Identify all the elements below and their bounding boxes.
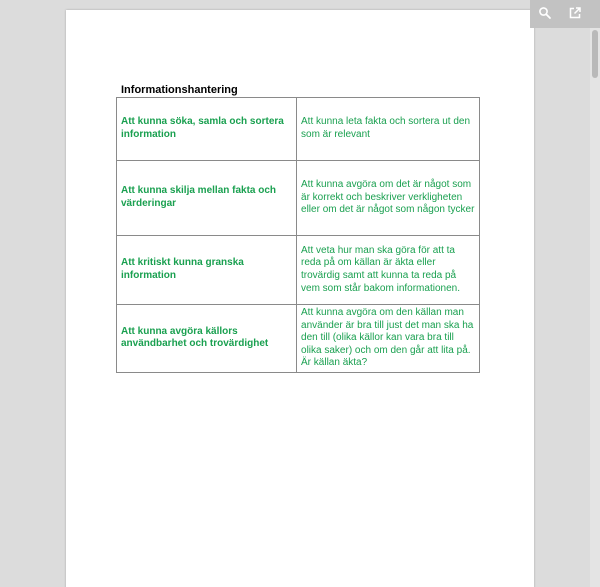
magnifier-icon [538,6,552,20]
description-cell: Att kunna avgöra om det är något som är korrekt och beskriver verkligheten eller om det är något som någon tycker [297,161,480,236]
description-cell: Att veta hur man ska göra för att ta reda på om källan är äkta eller trovärdig samt att kunna ta reda på vem som står bakom informationen. [297,236,480,305]
scrollbar-thumb[interactable] [592,30,598,78]
description-cell: Att kunna avgöra om den källan man använder är bra till just det man ska ha den till (olika källor kan vara bra till olika saker) och om den går att lita på. Är källan äkta? [297,305,480,373]
table-row [117,236,480,305]
skill-cell: Att kritiskt kunna granska information [117,236,297,305]
vertical-scrollbar[interactable] [590,28,600,587]
skill-cell: Att kunna söka, samla och sortera information [117,98,297,161]
popout-button[interactable] [564,4,586,24]
table-row [117,305,480,373]
skill-cell: Att kunna skilja mellan fakta och värderingar [117,161,297,236]
skill-cell: Att kunna avgöra källors användbarhet och trovärdighet [117,305,297,373]
table-row [117,98,480,161]
info-table [116,97,480,373]
description-cell: Att kunna leta fakta och sortera ut den som är relevant [297,98,480,161]
document-title: Informationshantering [121,84,238,96]
document-page [66,10,534,587]
viewer-toolbar [530,0,600,28]
open-external-icon [568,6,582,20]
table-row [117,161,480,236]
zoom-button[interactable] [534,4,556,24]
